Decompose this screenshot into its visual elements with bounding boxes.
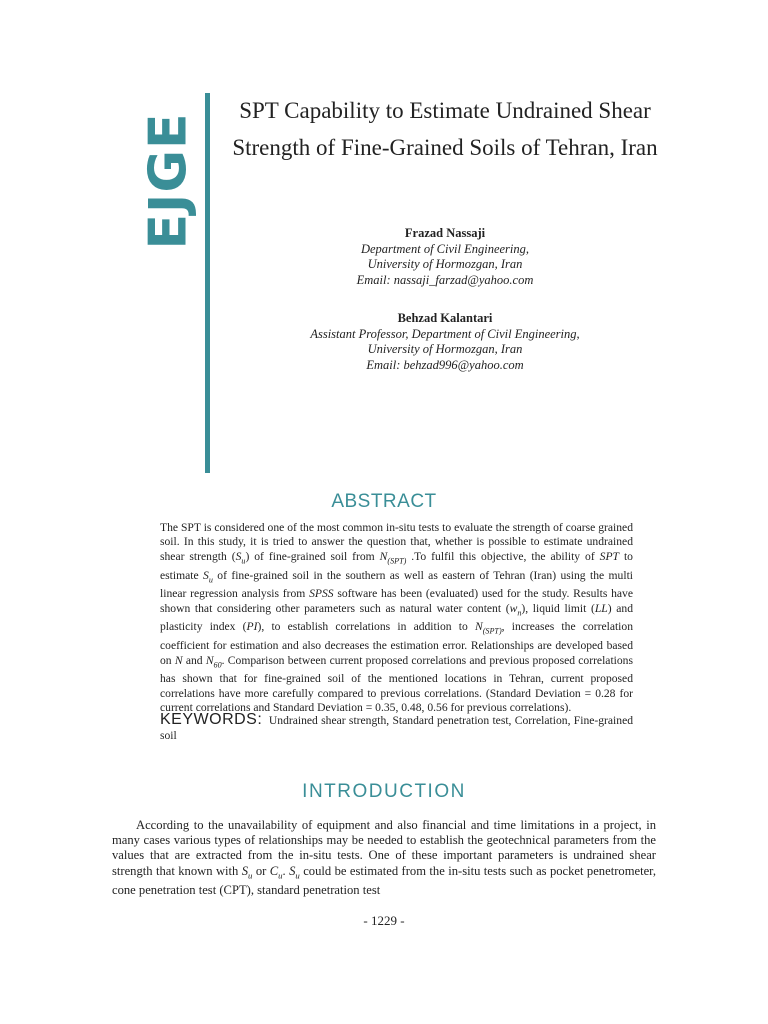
author-affiliation-line: University of Hormozgan, Iran bbox=[367, 342, 523, 356]
page-number: - 1229 - bbox=[363, 913, 405, 928]
logo-text: EJGE bbox=[139, 112, 200, 250]
keywords-text: Undrained shear strength, Standard penetration test, Correlation, Fine-grained soil bbox=[160, 714, 634, 742]
author-name: Behzad Kalantari bbox=[397, 311, 493, 325]
introduction-body: According to the unavailability of equipment and also financial and time limitations in a project, in many cases various types of relationships may be needed to establish the geotechnical parameters from the values that are extracted from the in-situ tests. One of these important parameters is undrained shear strength that known with $S_u$ or $C_u$. $S_u$ could be estimated from the in-situ tests such as pocket penetrometer, cone penetration test (CPT), standard penetration test bbox=[112, 818, 656, 898]
keywords-label: KEYWORDS: bbox=[160, 711, 263, 728]
author-block-2 bbox=[220, 311, 670, 373]
paper-title: SPT Capability to Estimate Undrained Shear Strength of Fine-Grained Soils of Tehran, Iran bbox=[232, 98, 658, 160]
introduction-heading: INTRODUCTION bbox=[302, 781, 466, 802]
author-affiliation-line: Assistant Professor, Department of Civil Engineering, bbox=[310, 326, 580, 341]
accent-vertical-rule bbox=[205, 93, 210, 473]
keywords-line bbox=[160, 712, 633, 743]
author-block-1 bbox=[220, 226, 670, 288]
abstract-heading: ABSTRACT bbox=[331, 491, 437, 512]
author-email: Email: nassaji_farzad@yahoo.com bbox=[356, 272, 534, 287]
author-name: Frazad Nassaji bbox=[404, 226, 486, 240]
abstract-body: The SPT is considered one of the most common in-situ tests to evaluate the strength of coarse grained soil. In this study, it is tried to answer the question that, whether is possible to estimate undrained shear strength $(S_u)$ of fine-grained soil from $N_{(SPT)}$ .To fulfil this objective, the ability of SPT to estimate $S_u$ of fine-grained soil in the southern as well as eastern of Tehran (Iran) using the multi linear regression analysis from SPSS software has been (evaluated) used for the study. Results have shown that considering other parameters such as natural water content $(w_n)$, liquid limit (LL) and plasticity index (PI), to establish correlations in addition to $N_{(SPT)}$, increases the correlation coefficient for estimation and also decreases the estimation error. Relationships are developed based on N and $N_{60}$. Comparison between current proposed correlations and previous proposed correlations has shown that for fine-grained soil of the mentioned locations in Tehran, current proposed correlations have more carefully compared to previous correlations. (Standard Deviation = 0.28 for current correlations and Standard Deviation = 0.35, 0.48, 0.56 for previous correlations). bbox=[160, 521, 634, 715]
author-affiliation-line: University of Hormozgan, Iran bbox=[367, 257, 523, 271]
author-affiliation-line: Department of Civil Engineering, bbox=[360, 241, 530, 256]
journal-logo bbox=[136, 96, 202, 266]
author-email: Email: behzad996@yahoo.com bbox=[366, 357, 524, 372]
